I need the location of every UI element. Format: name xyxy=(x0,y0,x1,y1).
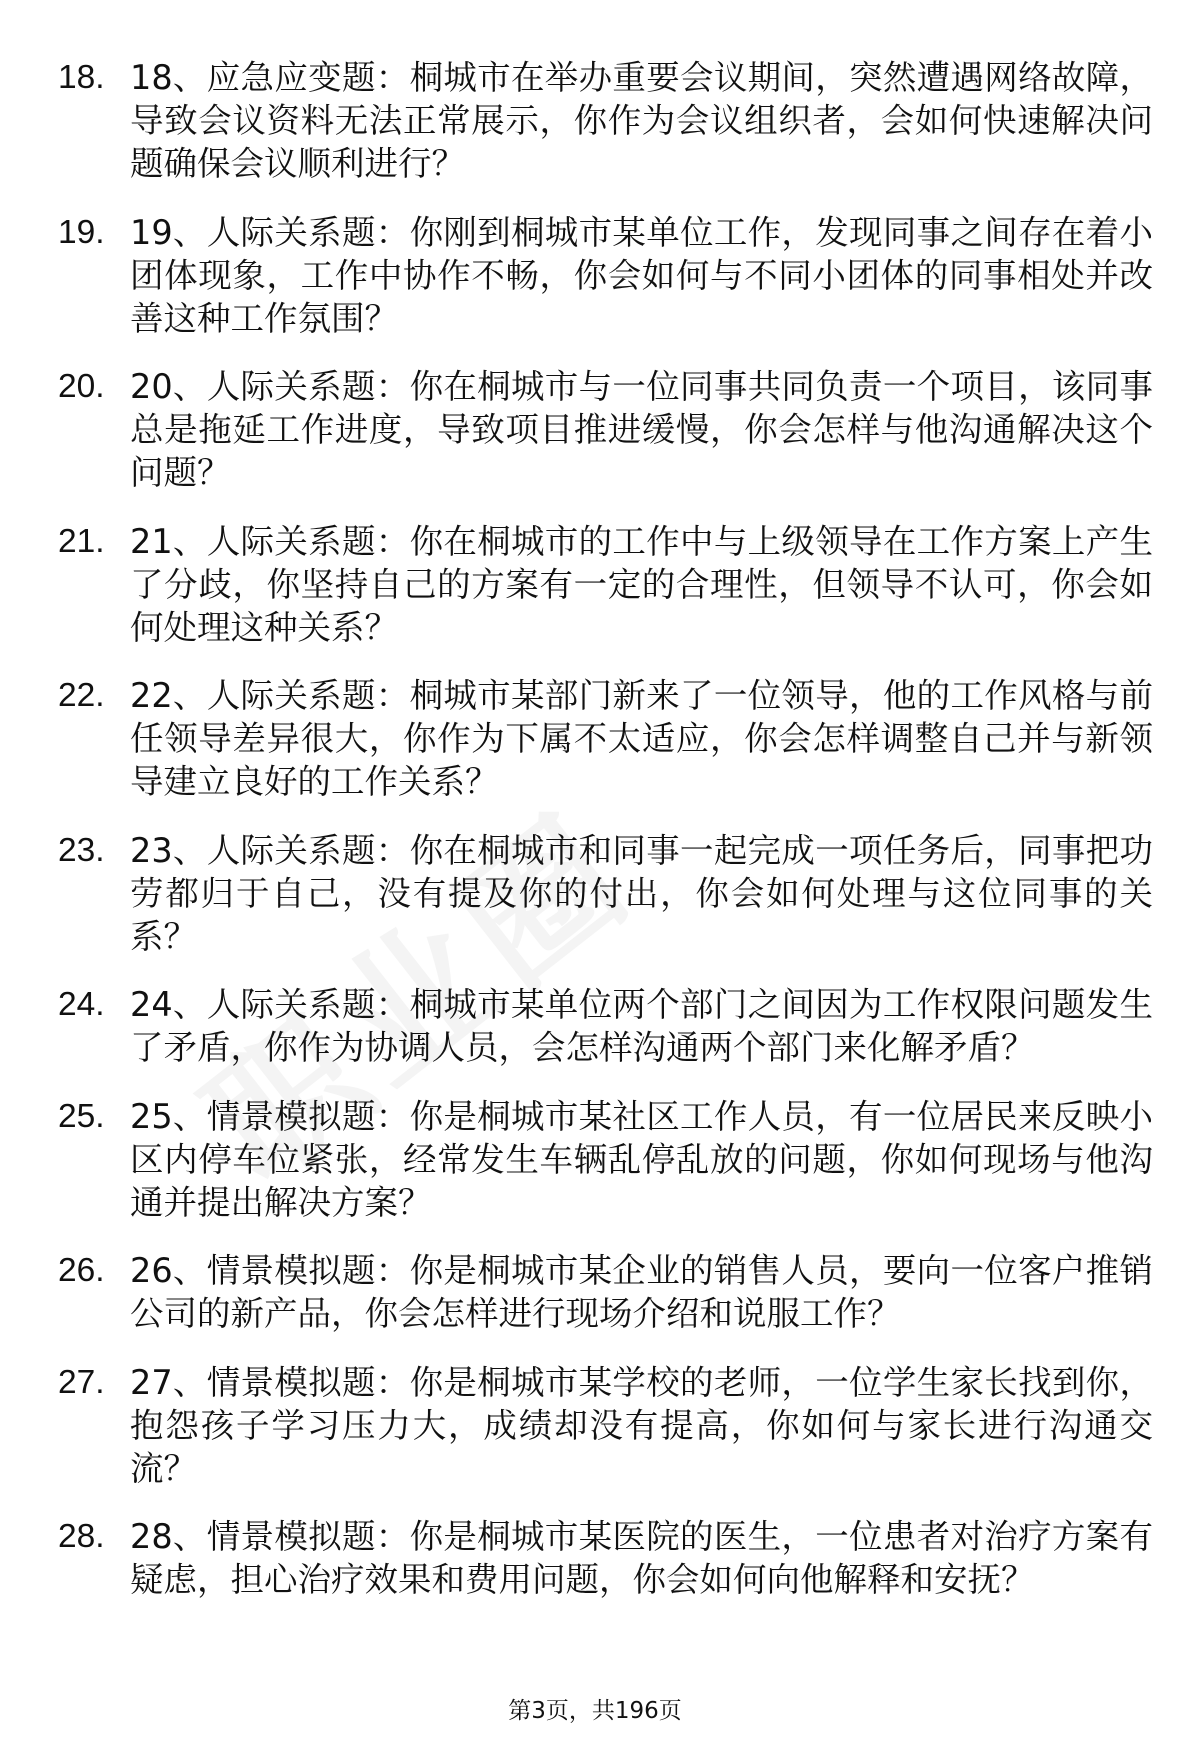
list-item xyxy=(58,520,1153,649)
question-number: 25. xyxy=(58,1097,105,1135)
question-text: 23、人际关系题：你在桐城市和同事一起完成一项任务后，同事把功劳都归于自己，没有提及你的付出，你会如何处理与这位同事的关系？ xyxy=(130,830,1153,956)
list-item xyxy=(58,1095,1153,1224)
list-item xyxy=(58,1249,1153,1335)
question-text: 20、人际关系题：你在桐城市与一位同事共同负责一个项目，该同事总是拖延工作进度，导致项目推进缓慢，你会怎样与他沟通解决这个问题？ xyxy=(130,367,1153,492)
list-item xyxy=(58,983,1153,1069)
list-item xyxy=(58,56,1153,185)
question-text: 28、情景模拟题：你是桐城市某医院的医生，一位患者对治疗方案有疑虑，担心治疗效果和费用问题，你会如何向他解释和安抚？ xyxy=(130,1517,1153,1599)
question-number: 26. xyxy=(58,1252,105,1289)
question-text: 27、情景模拟题：你是桐城市某学校的老师，一位学生家长找到你，抱怨孩子学习压力大，成绩却没有提高，你如何与家长进行沟通交流？ xyxy=(130,1362,1153,1488)
list-item xyxy=(58,674,1153,803)
question-number: 19. xyxy=(58,213,105,251)
list-item xyxy=(58,211,1153,340)
question-text: 25、情景模拟题：你是桐城市某社区工作人员，有一位居民来反映小区内停车位紧张，经常发生车辆乱停乱放的问题，你如何现场与他沟通并提出解决方案？ xyxy=(130,1096,1153,1222)
question-text: 18、应急应变题：桐城市在举办重要会议期间，突然遭遇网络故障，导致会议资料无法正常展示，你作为会议组织者，会如何快速解决问题确保会议顺利进行？ xyxy=(130,58,1153,183)
question-number: 23. xyxy=(58,831,105,869)
question-number: 27. xyxy=(58,1363,105,1401)
question-number: 18. xyxy=(58,59,105,96)
question-number: 22. xyxy=(58,677,105,714)
question-number: 28. xyxy=(58,1518,105,1555)
question-number: 21. xyxy=(58,522,105,560)
list-item xyxy=(58,829,1153,958)
question-text: 21、人际关系题：你在桐城市的工作中与上级领导在工作方案上产生了分歧，你坚持自己的方案有一定的合理性，但领导不认可，你会如何处理这种关系？ xyxy=(130,521,1153,647)
question-number: 24. xyxy=(58,986,105,1023)
question-list xyxy=(58,56,1153,1627)
list-item xyxy=(58,1361,1153,1490)
page-number-footer: 第3页，共196页 xyxy=(508,1698,682,1724)
question-number: 20. xyxy=(58,368,105,405)
list-item xyxy=(58,365,1153,494)
list-item xyxy=(58,1515,1153,1601)
question-text: 22、人际关系题：桐城市某部门新来了一位领导，他的工作风格与前任领导差异很大，你作为下属不太适应，你会怎样调整自己并与新领导建立良好的工作关系？ xyxy=(130,676,1153,801)
question-text: 26、情景模拟题：你是桐城市某企业的销售人员，要向一位客户推销公司的新产品，你会怎样进行现场介绍和说服工作？ xyxy=(130,1251,1153,1333)
question-text: 24、人际关系题：桐城市某单位两个部门之间因为工作权限问题发生了矛盾，你作为协调人员，会怎样沟通两个部门来化解矛盾？ xyxy=(130,985,1153,1067)
question-text: 19、人际关系题：你刚到桐城市某单位工作，发现同事之间存在着小团体现象，工作中协作不畅，你会如何与不同小团体的同事相处并改善这种工作氛围？ xyxy=(130,212,1153,338)
